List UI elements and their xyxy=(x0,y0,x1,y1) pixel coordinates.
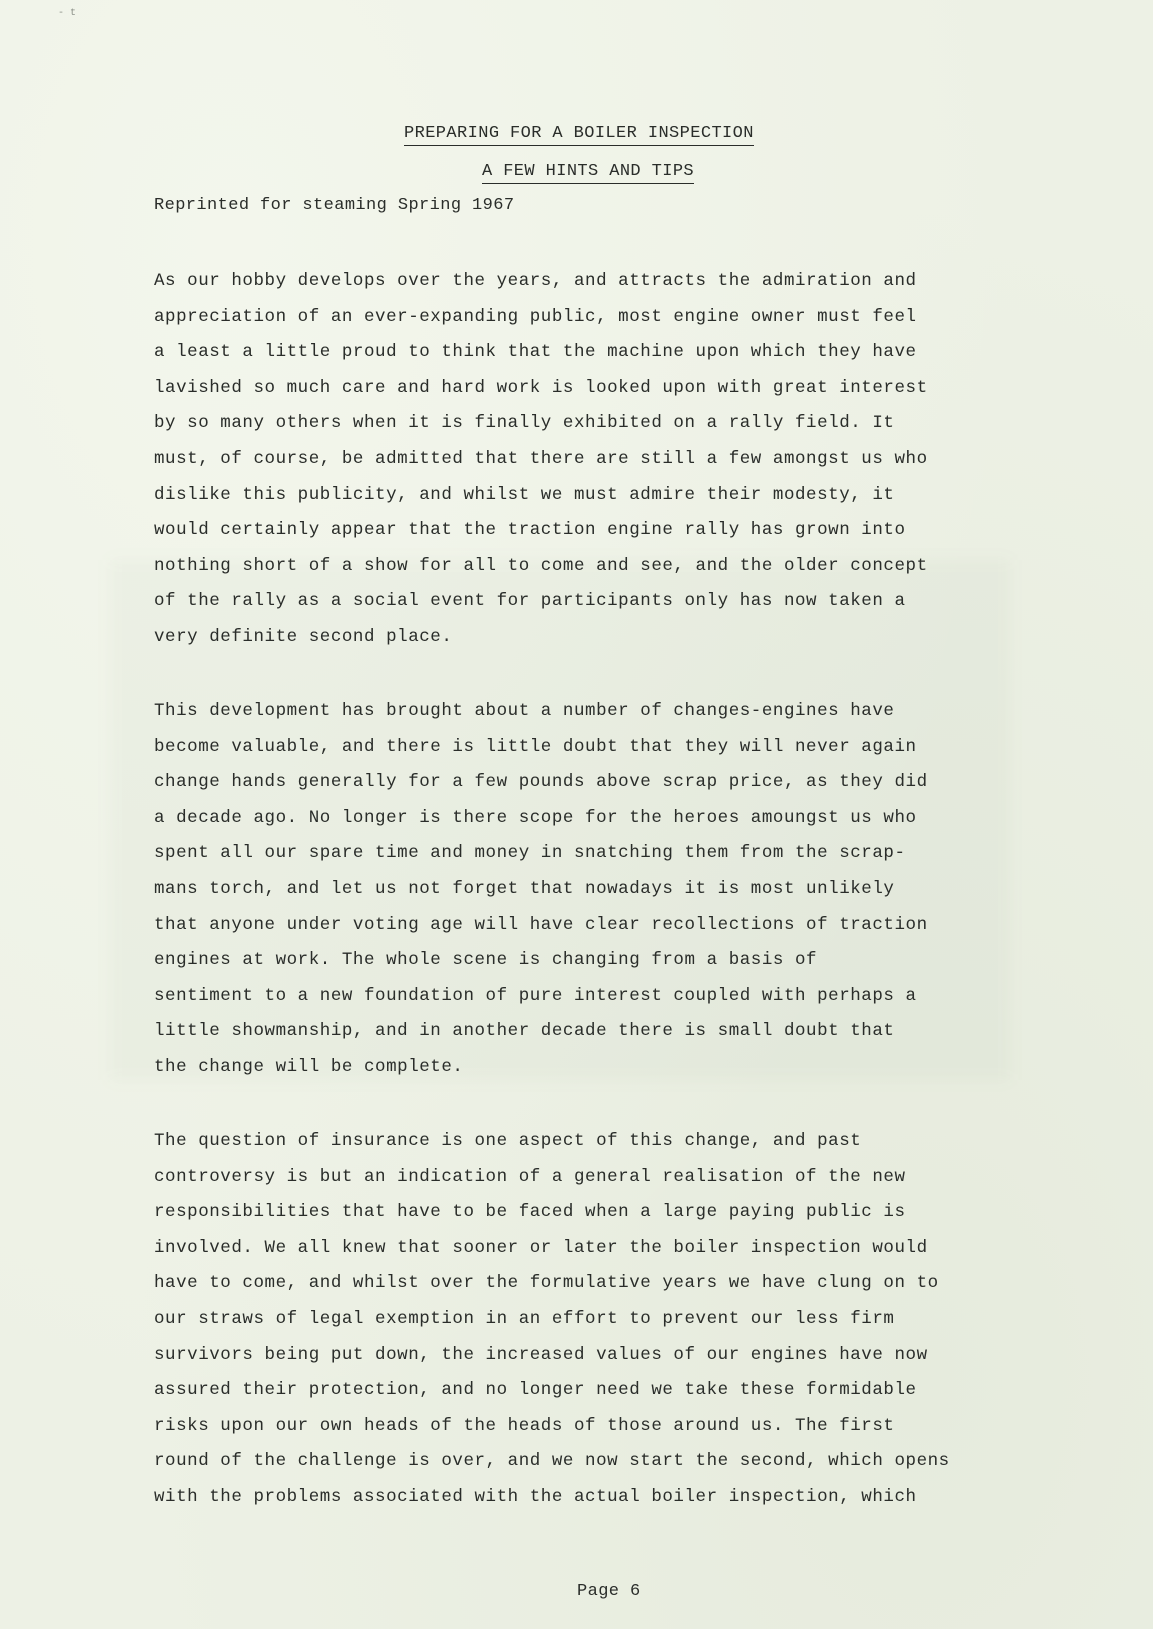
paragraph-line: responsibilities that have to be faced when a large paying public is xyxy=(154,1202,906,1223)
paragraph-line: must, of course, be admitted that there are still a few amongst us who xyxy=(154,448,928,469)
page-number: Page 6 xyxy=(577,1582,641,1601)
paragraph-line: The question of insurance is one aspect of this change, and past xyxy=(154,1131,862,1151)
paragraph-line: dislike this publicity, and whilst we must admire their modesty, it xyxy=(154,484,895,505)
paragraph-line: engines at work. The whole scene is changing from a basis of xyxy=(154,950,818,971)
paragraph-line: change hands generally for a few pounds above scrap price, as they did xyxy=(154,772,928,793)
paragraph-line: This development has brought about a number of changes-engines have xyxy=(154,701,895,721)
paragraph-line: involved. We all knew that sooner or later the boiler inspection would xyxy=(154,1237,928,1258)
paragraph-line: assured their protection, and no longer need we take these formidable xyxy=(154,1380,917,1401)
paragraph-line: risks upon our own heads of the heads of those around us. The first xyxy=(154,1415,895,1436)
paragraph-line: nothing short of a show for all to come and see, and the older concept xyxy=(154,555,928,576)
paragraph-line: mans torch, and let us not forget that nowadays it is most unlikely xyxy=(154,878,895,899)
document-title xyxy=(404,124,754,143)
paragraph-line: a decade ago. No longer is there scope for the heroes amoungst us who xyxy=(154,807,917,828)
paragraph-line: of the rally as a social event for participants only has now taken a xyxy=(154,591,906,612)
paragraph-line: by so many others when it is finally exhibited on a rally field. It xyxy=(154,413,895,434)
paragraph-line: appreciation of an ever-expanding public, most engine owner must feel xyxy=(154,306,917,327)
paragraph-line: our straws of legal exemption in an effort to prevent our less firm xyxy=(154,1308,895,1329)
document-subtitle-text: A FEW HINTS AND TIPS xyxy=(482,162,694,184)
document-subtitle xyxy=(482,162,694,181)
paragraph-line: survivors being put down, the increased values of our engines have now xyxy=(154,1344,928,1365)
paragraph-line: lavished so much care and hard work is looked upon with great interest xyxy=(154,377,928,398)
document-title-text: PREPARING FOR A BOILER INSPECTION xyxy=(404,124,754,146)
paragraph-line: with the problems associated with the actual boiler inspection, which xyxy=(154,1486,917,1507)
paragraph-line: become valuable, and there is little doubt that they will never again xyxy=(154,736,917,757)
paragraph xyxy=(154,694,1074,1086)
reprint-note: Reprinted for steaming Spring 1967 xyxy=(154,196,515,215)
paragraph-line: that anyone under voting age will have clear recollections of traction xyxy=(154,914,928,935)
paragraph-line: very definite second place. xyxy=(154,626,453,647)
paragraph-line: spent all our spare time and money in snatching them from the scrap- xyxy=(154,843,906,864)
paragraph-line: little showmanship, and in another decade there is small doubt that xyxy=(154,1021,895,1042)
paragraph-line: sentiment to a new foundation of pure interest coupled with perhaps a xyxy=(154,985,917,1006)
paragraph-line: round of the challenge is over, and we now start the second, which opens xyxy=(154,1451,950,1472)
paragraph-line: a least a little proud to think that the machine upon which they have xyxy=(154,342,917,363)
paragraph-line: have to come, and whilst over the formulative years we have clung on to xyxy=(154,1273,939,1294)
paragraph xyxy=(154,264,1074,656)
paragraph-line: As our hobby develops over the years, and attracts the admiration and xyxy=(154,271,917,291)
paragraph-line: controversy is but an indication of a general realisation of the new xyxy=(154,1166,906,1187)
paragraph-line: would certainly appear that the traction engine rally has grown into xyxy=(154,520,906,541)
corner-mark: - t xyxy=(58,8,77,19)
paragraph-line: the change will be complete. xyxy=(154,1056,464,1077)
paragraph xyxy=(154,1124,1074,1516)
